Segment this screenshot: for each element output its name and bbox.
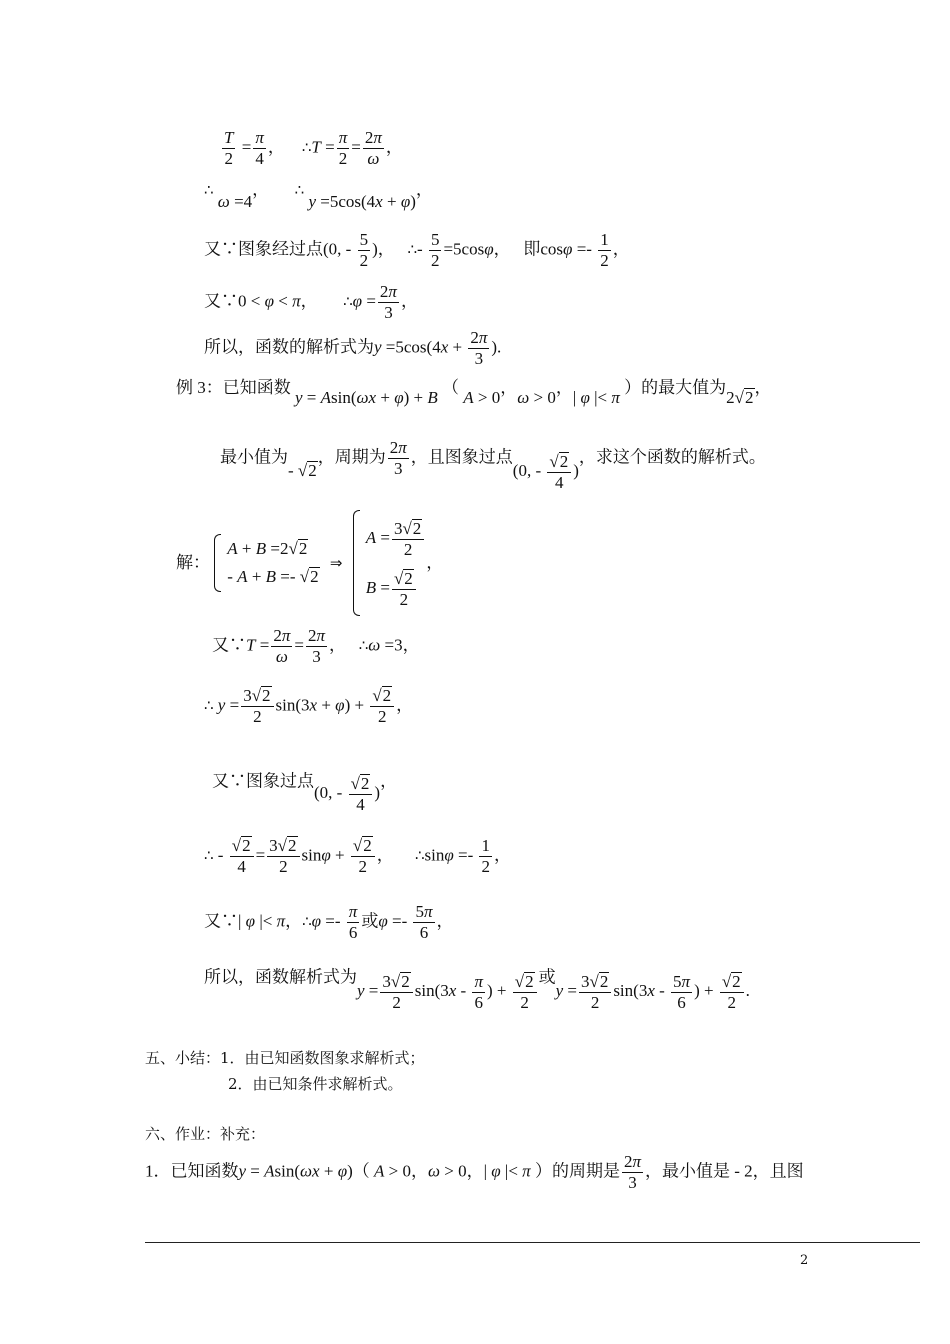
example-3-statement: 例 3：已知函数 y = Asin(ωx + φ) + B （ A > 0，ω > 0，| φ |< π ）的最大值为2√2， (176, 378, 772, 407)
text-you-because: 又∵ (204, 291, 238, 311)
text-period: ，周期为 (317, 447, 386, 467)
text-max-value: 的最大值为 (641, 378, 727, 397)
hw1-suffix: ，最小值是 - 2，且图 (644, 1161, 804, 1181)
solution-label: 解： (176, 553, 210, 572)
text-graph-passes: ，且图象过点 (410, 447, 513, 467)
text-ji: 即 (523, 239, 541, 259)
equation-line-13: 所以，函数解析式为y = $\frac{3√2}{2}$ sin(3x - $\frac{\pi}{6}$ ) + $\frac{√2}{2}$ 或y = $\frac{3√2}{2}$ sin(3x - $\frac{5\pi}{6}$ ) + $\frac{√2}{2}$ . (204, 967, 750, 1012)
text-you-because-3: 又∵ (204, 911, 238, 931)
equation-line-2: ∴ ω =4， ∴ y =5cos(4x + φ)， (204, 180, 433, 211)
text-graph-passes-2: 又∵图象过点 (212, 771, 314, 791)
text-or-2: 或 (538, 967, 556, 987)
page-number: 2 (800, 1253, 809, 1268)
equation-line-10: 又∵图象过点(0, - $\frac{√2}{4}$ )， (212, 771, 398, 814)
equation-line-1: $\frac{T}{2}$ = $\frac{\pi}{4}$ ， ∴T = $\frac{\pi}{2}$ = $\frac{2\pi}{\omega}$ ， (224, 128, 403, 168)
text-min-value: 最小值为 (220, 447, 288, 467)
text-or-1: 或 (361, 911, 379, 931)
homework-item-1: 1．已知函数y = Asin(ωx + φ)（ A > 0，ω > 0，| φ |< π ）的周期是 $\frac{2\pi}{3}$ ，最小值是 - 2，且图 (145, 1152, 804, 1192)
solution-system: 解： A + B =2√2 - A + B =- √2 ⇒ A = $\frac{3√2}{2}$ B = $\frac{√2}{2}$ ， (176, 510, 443, 616)
equation-line-3: 又∵图象经过点(0, - $\frac{5}{2}$ )， ∴- $\frac{5}{2}$ =5cosφ， 即cosφ =- $\frac{1}{2}$ ， (204, 230, 630, 270)
hw1-period: 的周期是 (551, 1161, 620, 1181)
equation-line-4: 又∵0 < φ < π， ∴φ = $\frac{2\pi}{3}$ ， (204, 282, 418, 322)
summary-line-1: 五、小结：1．由已知函数图象求解析式； (145, 1049, 425, 1067)
equation-line-5: 所以，函数的解析式为y =5cos(4x + $\frac{2\pi}{3}$ ). (204, 328, 502, 368)
text-find-expression: ，求这个函数的解析式。 (578, 447, 766, 467)
footer-divider (145, 1242, 920, 1243)
text-passes-point: 又∵图象经过点 (204, 239, 323, 259)
equation-line-9: ∴ y = $\frac{3√2}{2}$ sin(3x + φ) + $\frac{√2}{2}$ ， (204, 686, 414, 726)
text-therefore-analytic-2: 所以，函数解析式为 (204, 967, 357, 987)
homework-title: 六、作业：补充： (145, 1125, 266, 1143)
text-you-because-2: 又∵ (212, 635, 246, 655)
equation-line-11: ∴ - $\frac{√2}{4}$ = $\frac{3√2}{2}$ sinφ + $\frac{√2}{2}$ ， ∴sinφ =- $\frac{1}{2}$ ， (204, 836, 511, 876)
equation-line-8: 又∵T = $\frac{2\pi}{\omega}$ = $\frac{2\pi}{3}$ ， ∴ω =3， (212, 626, 420, 666)
hw1-prefix: 1．已知函数 (145, 1161, 239, 1181)
equation-line-12: 又∵| φ |< π，∴φ =- $\frac{\pi}{6}$ 或φ =- $\frac{5\pi}{6}$ ， (204, 902, 454, 942)
example-3-label: 例 3：已知函数 (176, 378, 291, 397)
example-3-statement-2: 最小值为- √2，周期为 $\frac{2\pi}{3}$ ，且图象过点(0, - $\frac{√2}{4}$ )，求这个函数的解析式。 (220, 438, 766, 492)
text-therefore-analytic: 所以，函数的解析式为 (204, 337, 374, 357)
summary-line-2: 2．由已知条件求解析式。 (228, 1075, 403, 1093)
